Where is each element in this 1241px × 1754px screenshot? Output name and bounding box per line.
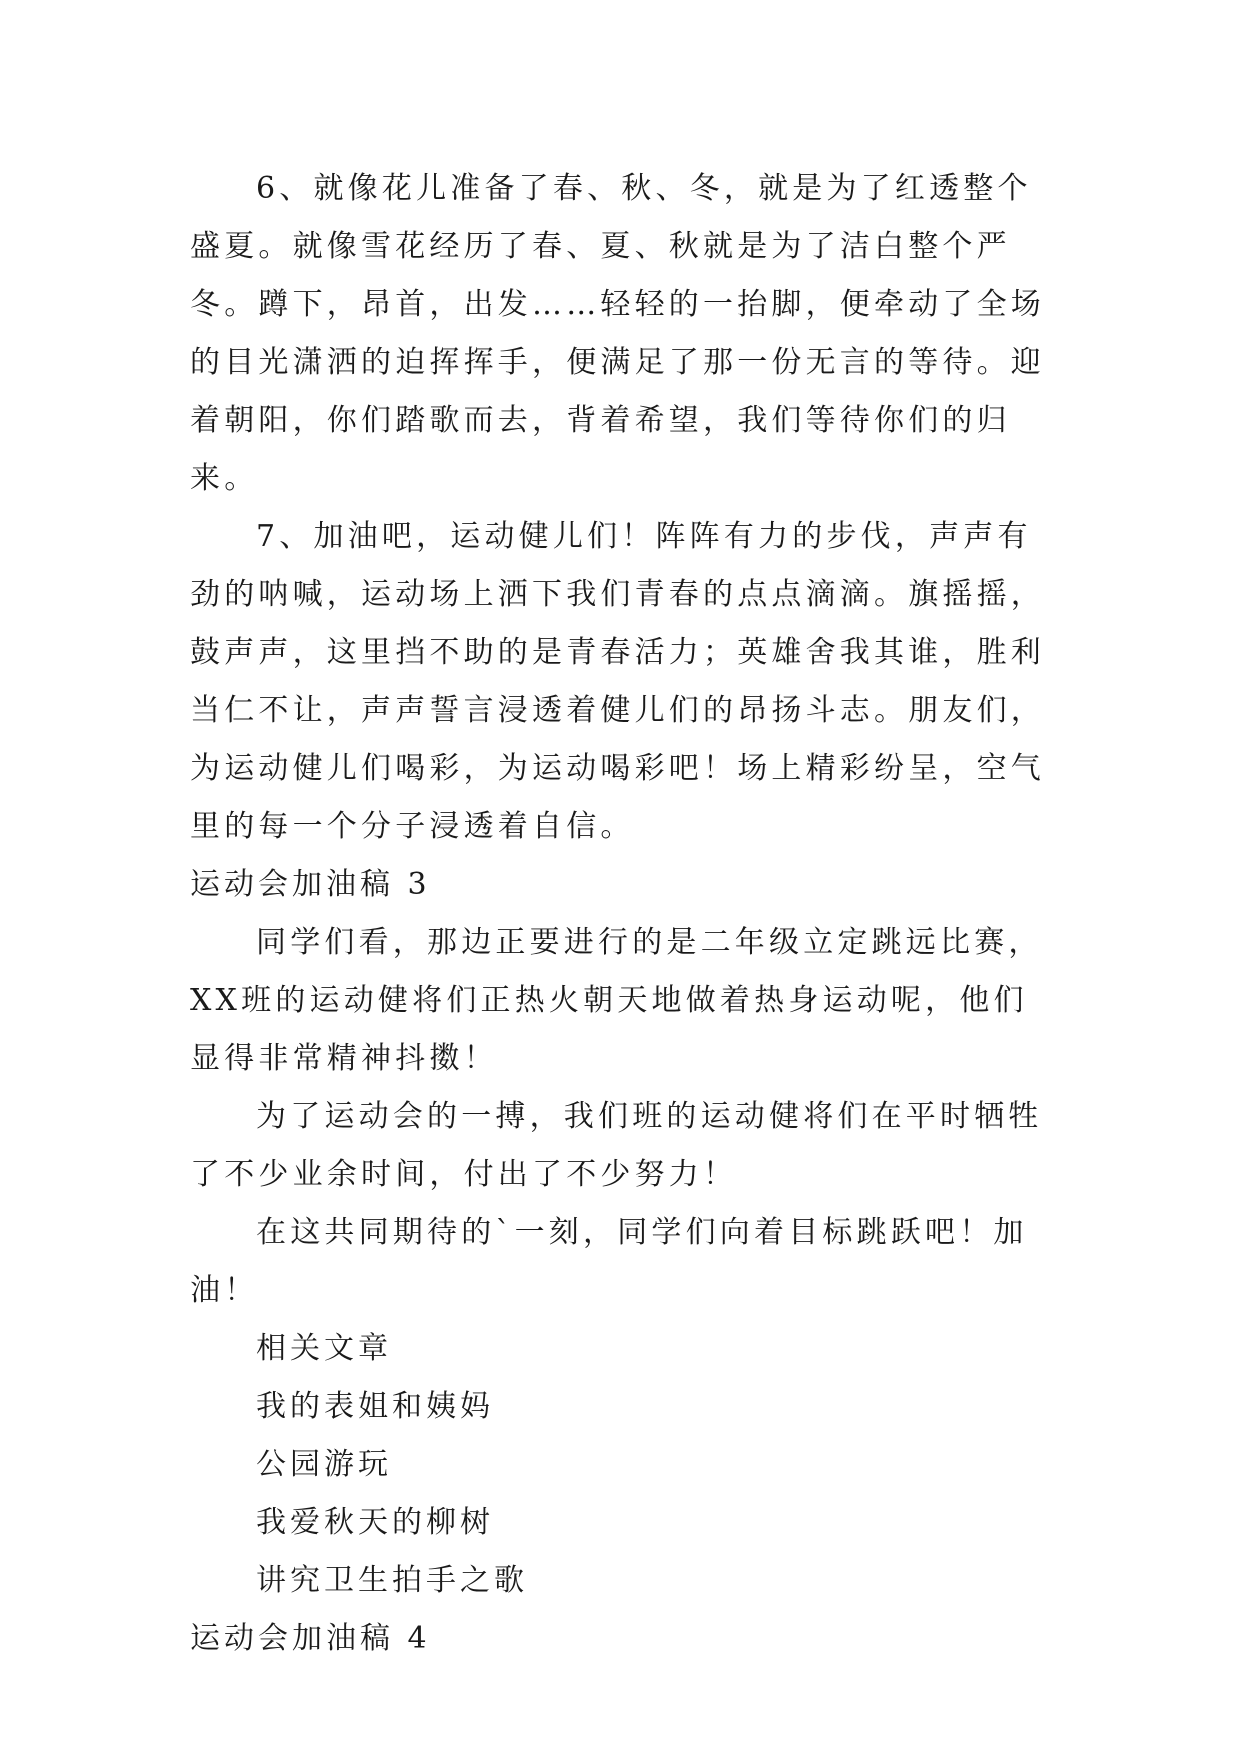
section3-paragraph-1: 同学们看，那边正要进行的是二年级立定跳远比赛，XX班的运动健将们正热火朝天地做着热身运动呢，他们显得非常精神抖擞！	[190, 925, 1043, 1076]
document-body	[190, 160, 1050, 1668]
section-heading-3: 运动会加油稿 3	[190, 867, 431, 902]
related-article-link[interactable]: 我的表姐和姨妈	[256, 1389, 494, 1424]
related-article-link[interactable]: 公园游玩	[256, 1447, 392, 1482]
paragraph-7: 7、加油吧，运动健儿们！阵阵有力的步伐，声声有劲的呐喊，运动场上洒下我们青春的点点滴滴。旗摇摇，鼓声声，这里挡不助的是青春活力；英雄舍我其谁，胜利当仁不让，声声誓言浸透着健儿们的昂扬斗志。朋友们，为运动健儿们喝彩，为运动喝彩吧！场上精彩纷呈，空气里的每一个分子浸透着自信。	[190, 519, 1045, 844]
related-article-link[interactable]: 讲究卫生拍手之歌	[256, 1563, 528, 1598]
section3-paragraph-2: 为了运动会的一搏，我们班的运动健将们在平时牺牲了不少业余时间，付出了不少努力！	[190, 1099, 1043, 1192]
section-heading-4: 运动会加油稿 4	[190, 1621, 431, 1656]
related-articles-title: 相关文章	[256, 1331, 392, 1366]
paragraph-6: 6、就像花儿准备了春、秋、冬，就是为了红透整个盛夏。就像雪花经历了春、夏、秋就是为了洁白整个严冬。蹲下，昂首，出发……轻轻的一抬脚，便牵动了全场的目光潇洒的迫挥挥手，便满足了那一份无言的等待。迎着朝阳，你们踏歌而去，背着希望，我们等待你们的归来。	[190, 171, 1045, 496]
section3-paragraph-3: 在这共同期待的`一刻，同学们向着目标跳跃吧！加油！	[190, 1215, 1028, 1308]
related-article-link[interactable]: 我爱秋天的柳树	[256, 1505, 494, 1540]
